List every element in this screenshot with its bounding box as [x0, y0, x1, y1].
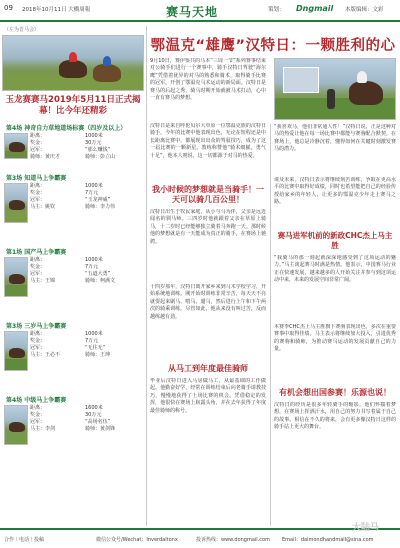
- prize-value: 7万元: [85, 264, 99, 270]
- prize-label: 奖金：: [30, 190, 46, 196]
- footer-contact: 合作｜电话｜投稿: [4, 537, 45, 543]
- winner-label: 冠军：: [30, 419, 46, 425]
- left-column: [2, 26, 144, 526]
- race-photo: [4, 331, 28, 371]
- distance-value: 1000米: [85, 257, 103, 263]
- paragraph: 毕业后汉特日进入马房做马工，从最基础的工作做起。他勤奋好学，经常在训练结束后向老骑手请教技巧，慢慢地获得了上场比赛的机会。凭借稳定的发挥，他很快在赛场上崭露头角，并在去年获得了年度最佳骑师的称号。: [150, 378, 266, 414]
- race-result: [2, 395, 144, 463]
- brand-logo: Dngmail: [296, 4, 334, 13]
- winner-label: 冠军：: [30, 271, 46, 277]
- race-heading: 第3场 知道马上争霸赛: [6, 175, 67, 182]
- subheading: 我小时候的梦想就是当骑手！一天可以骑几百公里！: [152, 185, 264, 204]
- trainer: 马主：王必不: [30, 352, 61, 358]
- page-footer: [0, 528, 400, 548]
- paragraph: “我喜欢马，他们非常通人性！”汉特日说，正是这种对马的热爱让他在每一场比赛中都能与赛驹配合默契。在赛场上，他总是冷静沉着，懂得如何在关键时刻激发赛马的潜力。: [274, 124, 396, 153]
- prize-label: 奖金：: [30, 140, 46, 146]
- paragraph: 汉特日的经历是很多年轻骑手的缩影。他们怀揣着梦想，在赛场上挥洒汗水，用自己的努力书写着属于自己的故事。相信在不久的将来，会有更多像汉特日这样的骑手站上更大的舞台。: [274, 402, 396, 431]
- distance-label: 距离：: [30, 133, 46, 139]
- page-header: [0, 0, 400, 22]
- lead-title: 玉龙赛赛马2019年5月11日正式揭幕！比今年还精彩: [5, 95, 141, 116]
- paragraph: 十四岁那年，汉特日离开家乡来到马术学校学习，开始系统地训练。刚开始时训练非常辛苦，每天天不亮就要起来刷马、喂马、遛马，然后进行上午和下午两次的骑乘训练。尽管如此，他从来没有叫过苦，反而越练越有劲。: [150, 284, 266, 320]
- prize-value: 7万元: [85, 338, 99, 344]
- right-column: [274, 58, 396, 526]
- winner-label: 冠军：: [30, 147, 46, 153]
- prize-label: 奖金：: [30, 264, 46, 270]
- photo-caption: （左为晋马会）: [4, 27, 40, 33]
- distance-value: 1000米: [85, 133, 103, 139]
- prize-value: 30万元: [85, 412, 102, 418]
- race-result: [2, 123, 144, 167]
- race-result: [2, 173, 144, 241]
- prize-label: 奖金：: [30, 412, 46, 418]
- winner-name: “玉龙神威”: [85, 197, 111, 203]
- paragraph: 本赛季CHC杰上马主胜旗下赛驹表现出色，多次在重要赛事中取得佳绩。马主表示将继续加大投入，引进优秀的赛驹和骑师，为推动赛马运动的发展贡献自己的力量。: [274, 324, 396, 353]
- distance-label: 距离：: [30, 183, 46, 189]
- jockey-photo: [274, 58, 396, 120]
- page-number: 09: [4, 4, 13, 12]
- race-heading: 第3场 三岁马上争霸赛: [6, 323, 67, 330]
- jockey: 骑师：彭立山: [85, 154, 116, 160]
- desk-editor: 本版编辑：文彩: [345, 7, 384, 13]
- winner-label: 冠军：: [30, 345, 46, 351]
- race-result: [2, 321, 144, 389]
- trainer: 马主：李剑: [30, 426, 56, 432]
- subheading: 赛马进军机前的新政CHC杰上马主胜: [277, 231, 393, 250]
- column-divider: [270, 124, 271, 526]
- subheading: 从马工到年度最佳骑师: [168, 364, 248, 373]
- distance-value: 1600米: [85, 405, 103, 411]
- race-photo-top: [2, 35, 144, 91]
- race-photo: [4, 405, 28, 445]
- winner-label: 冠军：: [30, 197, 46, 203]
- distance-label: 距离：: [30, 257, 46, 263]
- race-heading: 第1场 国产马上争霸赛: [6, 249, 67, 256]
- race-photo: [4, 183, 28, 223]
- distance-label: 距离：: [30, 331, 46, 337]
- distance-value: 1000米: [85, 183, 103, 189]
- race-heading: 第4场 中级马上争霸赛: [6, 397, 67, 404]
- jockey: 骑师：柯满文: [85, 278, 116, 284]
- jockey: 骑师：黄剑锋: [85, 426, 116, 432]
- watermark: 大陆马: [352, 523, 380, 533]
- footer-wechat: 微信公众号/Wechat：Inverdaltonx: [96, 537, 178, 543]
- distance-label: 距离：: [30, 405, 46, 411]
- paragraph: 9月10日，赛伊鉴共的马本“三周一节”系列赛事结束对公骑手们进行一个赛事中，骑手汉特日驾驶“海尔鹰”凭借着优异的对马的熟悉和骑术，取得骑手比赛的冠军，开创了鄂温克马术运动的新局面。汉特日是赛马的后起之秀，骑马时期开始就被马术打动，心中一直有赛马的梦想。: [150, 58, 266, 102]
- winner-name: “无往无”: [85, 345, 106, 351]
- winner-name: “高场名伍”: [85, 419, 111, 425]
- middle-column: [150, 58, 266, 526]
- paragraph: 汉特日是来自呼伦贝尔大草原一位鄂温克族的汉特日骑手。今年的比赛中他表现出色，无论在短程还是中长距离比赛中，都展现出出众的驾驭技巧，成为了这一届比赛的一颗新星。教练称赞他“骑术细腻，勇气十足”，他本人则说，这一切都源于对马的热爱。: [150, 123, 266, 159]
- trainer: 马主：王锦: [30, 278, 56, 284]
- main-headline: 鄂温克“雄鹰”汉特日：一颗胜利的心: [150, 38, 396, 54]
- jockey: 骑师：李力伟: [85, 204, 116, 210]
- prize-label: 奖金：: [30, 338, 46, 344]
- race-result: [2, 247, 144, 315]
- winner-name: “那么赚钱”: [85, 147, 111, 153]
- footer-tel: 投诉热线：www.dongmail.com: [196, 537, 270, 543]
- prize-value: 30万元: [85, 140, 102, 146]
- winner-name: “五道大勇”: [85, 271, 111, 277]
- paragraph: 谈及未来，汉特日表示将继续刻苦训练，争取在更高水平的比赛中取得好成绩，同时也希望能把自己的经验传授给家乡的年轻人，让更多的鄂温克少年走上赛马之路。: [274, 177, 396, 206]
- jockey: 骑师：王坤: [85, 352, 111, 358]
- prize-value: 7万元: [85, 190, 99, 196]
- column-divider: [146, 26, 147, 526]
- distance-value: 1000米: [85, 331, 103, 337]
- paragraph: “我骑马的那一刻起就深深地感受到了这项运动的魅力。”马主谈起赛马时满是热情。他表示，中国赛马行业正在快速发展，越来越多的人开始关注并参与到这项运动中来，未来的发展空间非常广阔。: [274, 255, 396, 284]
- issue-date: 2018年10月11日 大橋周報: [22, 7, 91, 13]
- trainer: 骑师：黄庆才: [30, 154, 61, 160]
- race-photo: [4, 257, 28, 297]
- subheading: 有机会想出国参赛！乐源也说！: [279, 388, 391, 397]
- paragraph: 汉特日出生于牧民家庭，从小与马为伴，父亲是远近闻名的驯马师。三四岁时他就跟着父亲在草原上骑马，十二岁时已经能够独立骑着马奔跑一天。那时候他的梦想就是有一天能成为真正的骑手，在赛场上驰骋。: [150, 209, 266, 245]
- race-heading: 第4场 神奇自力草地道场标赛（四岁及以上）: [6, 125, 127, 132]
- footer-email: Email：daimondhandmall@sina.com: [282, 537, 374, 543]
- editor-label: 策划：: [268, 7, 285, 13]
- trainer: 马主：姚钦: [30, 204, 56, 210]
- section-title: 赛马天地: [166, 5, 219, 19]
- race-photo: [4, 133, 28, 159]
